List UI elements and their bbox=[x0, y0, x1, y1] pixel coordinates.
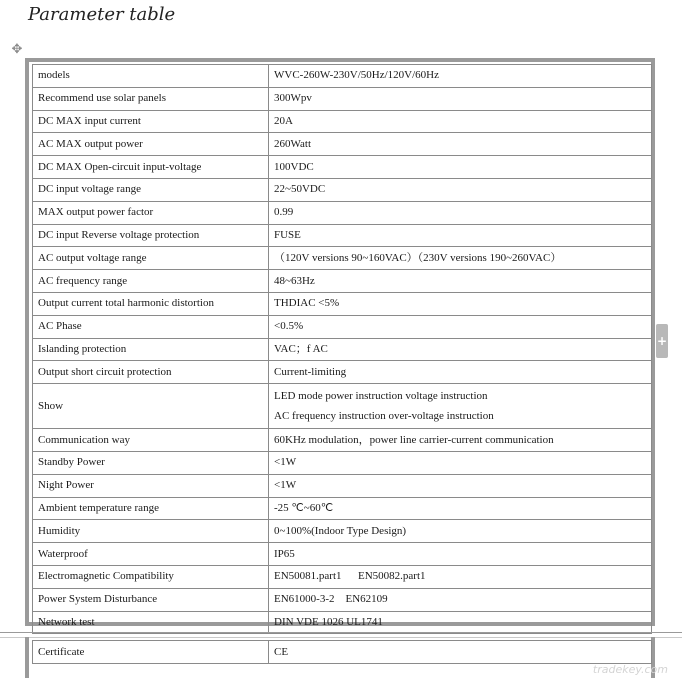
param-value: （120V versions 90~160VAC）（230V versions 190~260VAC） bbox=[269, 247, 652, 270]
param-label: Night Power bbox=[33, 474, 269, 497]
table-row bbox=[33, 178, 652, 201]
watermark: tradekey.com bbox=[592, 663, 668, 676]
table-row bbox=[33, 65, 652, 88]
table-row bbox=[33, 292, 652, 315]
table-row bbox=[33, 641, 652, 664]
param-value-line: AC frequency instruction over-voltage instruction bbox=[274, 410, 494, 423]
param-label: Waterproof bbox=[33, 543, 269, 566]
param-label: Recommend use solar panels bbox=[33, 87, 269, 110]
param-value: 300Wpv bbox=[269, 87, 652, 110]
table-row bbox=[33, 497, 652, 520]
table-row bbox=[33, 565, 652, 588]
param-value: Current-limiting bbox=[269, 361, 652, 384]
page-title: Parameter table bbox=[28, 4, 176, 25]
table-row bbox=[33, 474, 652, 497]
expand-tab-plus-icon[interactable]: + bbox=[656, 324, 668, 358]
param-label: Network test bbox=[33, 611, 269, 634]
param-value: 20A bbox=[269, 110, 652, 133]
param-label: Show bbox=[33, 384, 269, 429]
param-value: EN61000-3-2 EN62109 bbox=[269, 588, 652, 611]
param-value: 0.99 bbox=[269, 201, 652, 224]
param-label: DC input Reverse voltage protection bbox=[33, 224, 269, 247]
param-value: -25 ℃~60℃ bbox=[269, 497, 652, 520]
param-value: 260Watt bbox=[269, 133, 652, 156]
param-label: MAX output power factor bbox=[33, 201, 269, 224]
param-value: EN50081.part1 EN50082.part1 bbox=[269, 565, 652, 588]
table-row bbox=[33, 156, 652, 179]
certificate-value: CE bbox=[269, 641, 652, 664]
param-value: 100VDC bbox=[269, 156, 652, 179]
table-row bbox=[33, 270, 652, 293]
param-label: AC MAX output power bbox=[33, 133, 269, 156]
param-label: AC Phase bbox=[33, 315, 269, 338]
param-label: DC input voltage range bbox=[33, 178, 269, 201]
table-row bbox=[33, 224, 652, 247]
table-row bbox=[33, 429, 652, 452]
param-value: FUSE bbox=[269, 224, 652, 247]
certificate-table bbox=[32, 640, 652, 664]
parameter-table-frame bbox=[25, 58, 655, 626]
certificate-label: Certificate bbox=[33, 641, 269, 664]
table-row bbox=[33, 110, 652, 133]
table-row bbox=[33, 611, 652, 634]
param-label: DC MAX Open-circuit input-voltage bbox=[33, 156, 269, 179]
table-row bbox=[33, 315, 652, 338]
table-row bbox=[33, 588, 652, 611]
param-value bbox=[269, 384, 652, 429]
page-break-divider bbox=[0, 632, 682, 633]
param-value: WVC-260W-230V/50Hz/120V/60Hz bbox=[269, 65, 652, 88]
param-value: 60KHz modulation，power line carrier-current communication bbox=[269, 429, 652, 452]
param-value: <0.5% bbox=[269, 315, 652, 338]
table-row bbox=[33, 520, 652, 543]
param-value: VAC；f AC bbox=[269, 338, 652, 361]
param-value: <1W bbox=[269, 451, 652, 474]
param-label: Islanding protection bbox=[33, 338, 269, 361]
param-label: Power System Disturbance bbox=[33, 588, 269, 611]
param-value: THDIAC <5% bbox=[269, 292, 652, 315]
param-value: <1W bbox=[269, 474, 652, 497]
table-row bbox=[33, 338, 652, 361]
table-row bbox=[33, 361, 652, 384]
param-label: Electromagnetic Compatibility bbox=[33, 565, 269, 588]
param-value: IP65 bbox=[269, 543, 652, 566]
param-label: Humidity bbox=[33, 520, 269, 543]
table-row bbox=[33, 543, 652, 566]
table-row bbox=[33, 384, 652, 429]
param-value: 48~63Hz bbox=[269, 270, 652, 293]
param-label: Output short circuit protection bbox=[33, 361, 269, 384]
table-row bbox=[33, 201, 652, 224]
param-value: 0~100%(Indoor Type Design) bbox=[269, 520, 652, 543]
param-label: Output current total harmonic distortion bbox=[33, 292, 269, 315]
certificate-table-frame bbox=[25, 637, 655, 678]
param-label: AC output voltage range bbox=[33, 247, 269, 270]
table-row bbox=[33, 247, 652, 270]
table-row bbox=[33, 133, 652, 156]
param-label: DC MAX input current bbox=[33, 110, 269, 133]
param-value: DIN VDE 1026 UL1741 bbox=[269, 611, 652, 634]
param-label: Standby Power bbox=[33, 451, 269, 474]
param-label: models bbox=[33, 65, 269, 88]
table-row bbox=[33, 87, 652, 110]
param-label: Communication way bbox=[33, 429, 269, 452]
parameter-table bbox=[32, 64, 652, 634]
table-row bbox=[33, 451, 652, 474]
param-value: 22~50VDC bbox=[269, 178, 652, 201]
param-label: Ambient temperature range bbox=[33, 497, 269, 520]
move-icon[interactable]: ✥ bbox=[11, 42, 23, 57]
param-value-line: LED mode power instruction voltage instruction bbox=[274, 390, 488, 403]
param-label: AC frequency range bbox=[33, 270, 269, 293]
